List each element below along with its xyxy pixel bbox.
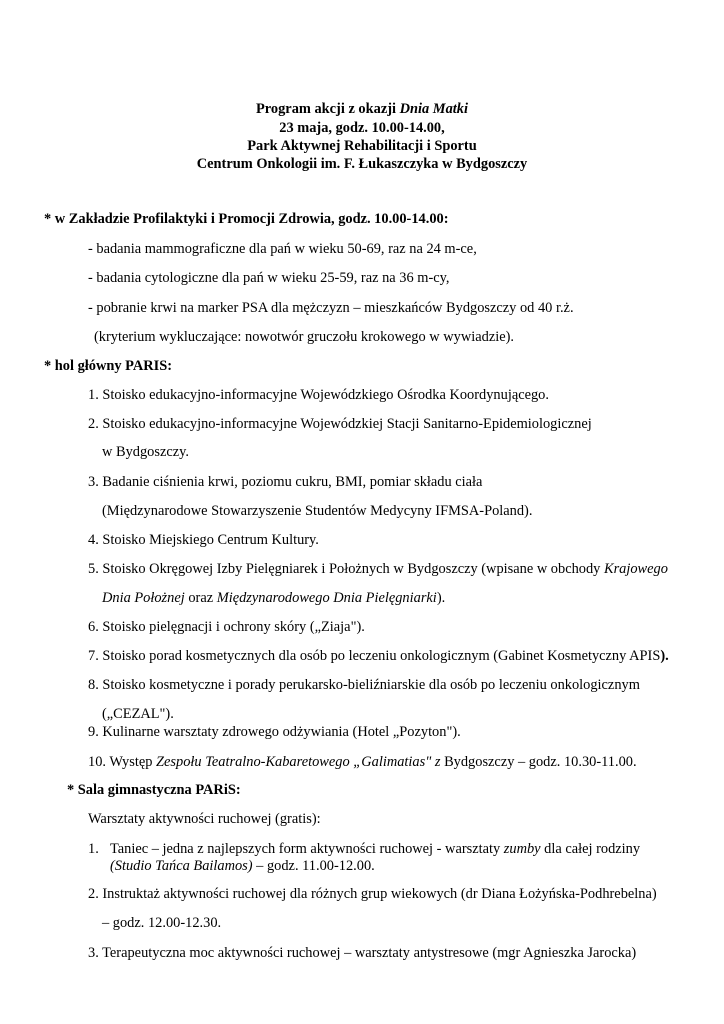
item1-italic: (Studio Tańca Bailamos)	[110, 858, 253, 874]
list-item-cont: („CEZAL").	[102, 706, 174, 722]
item5-italic: Dnia Położnej	[102, 590, 185, 606]
section3-heading: * Sala gimnastyczna PARiS:	[67, 782, 241, 798]
title-italic: Dnia Matki	[399, 101, 468, 117]
item5-text: 5. Stoisko Okręgowej Izby Pielęgniarek i Położnych w Bydgoszczy (wpisane w obchody	[88, 561, 604, 577]
list-item-cont: – godz. 12.00-12.30.	[102, 915, 222, 931]
section1-note: (kryterium wykluczające: nowotwór gruczołu krokowego w wywiadzie).	[94, 329, 514, 345]
list-item-cont: w Bydgoszczy.	[102, 444, 189, 460]
list-item	[88, 753, 637, 771]
list-item: 8. Stoisko kosmetyczne i porady perukarsko-bieliźniarskie dla osób po leczeniu onkologicznym	[88, 677, 640, 693]
section1-item: - badania cytologiczne dla pań w wieku 25-59, raz na 36 m-cy,	[88, 270, 450, 286]
title-line	[0, 100, 724, 118]
center-line: Centrum Onkologii im. F. Łukaszczyka w Bydgoszczy	[196, 156, 528, 172]
list-item	[110, 840, 640, 858]
item5-italic: Międzynarodowego Dnia Pielęgniarki	[216, 590, 437, 606]
item10-text: Bydgoszczy – godz. 10.30-11.00.	[440, 754, 637, 770]
item1-text: dla całej rodziny	[540, 841, 641, 857]
section1-item: - pobranie krwi na marker PSA dla mężczyzn – mieszkańców Bydgoszczy od 40 r.ż.	[88, 300, 574, 316]
date-line: 23 maja, godz. 10.00-14.00,	[279, 120, 445, 136]
list-item: 6. Stoisko pielęgnacji i ochrony skóry („Ziaja").	[88, 619, 365, 635]
item1-italic: zumby	[503, 841, 541, 857]
list-item: 3. Terapeutyczna moc aktywności ruchowej – warsztaty antystresowe (mgr Agnieszka Jarocka)	[88, 945, 637, 961]
item7-text: 7. Stoisko porad kosmetycznych dla osób po leczeniu onkologicznym (Gabinet Kosmetyczny APIS	[88, 648, 661, 664]
list-item: 2. Instruktaż aktywności ruchowej dla różnych grup wiekowych (dr Diana Łożyńska-Podhrebelna)	[88, 886, 657, 902]
item5-text: oraz	[184, 590, 217, 606]
item10-text: 10. Występ	[88, 754, 157, 770]
list-item-cont: (Międzynarodowe Stowarzyszenie Studentów Medycyny IFMSA-Poland).	[102, 503, 533, 519]
list-item-cont	[110, 857, 375, 875]
list-item: 3. Badanie ciśnienia krwi, poziomu cukru, BMI, pomiar składu ciała	[88, 474, 483, 490]
section1-heading: * w Zakładzie Profilaktyki i Promocji Zdrowia, godz. 10.00-14.00:	[44, 211, 449, 227]
list-item: 2. Stoisko edukacyjno-informacyjne Wojewódzkiej Stacji Sanitarno-Epidemiologicznej	[88, 416, 592, 432]
list-item: 4. Stoisko Miejskiego Centrum Kultury.	[88, 532, 319, 548]
list-item: 1. Stoisko edukacyjno-informacyjne Wojewódzkiego Ośrodka Koordynującego.	[88, 387, 549, 403]
item1-text: – godz. 11.00-12.00.	[252, 858, 375, 874]
section3-intro: Warsztaty aktywności ruchowej (gratis):	[88, 811, 321, 827]
item5-italic: Krajowego	[603, 561, 668, 577]
list-item-cont	[102, 589, 445, 607]
park-line: Park Aktywnej Rehabilitacji i Sportu	[247, 138, 477, 154]
item1-text: Taniec – jedna z najlepszych form aktywności ruchowej - warsztaty	[110, 841, 504, 857]
item10-italic: Zespołu Teatralno-Kabaretowego „Galimatias" z	[156, 754, 441, 770]
list-item-number: 1.	[88, 841, 99, 857]
list-item	[88, 647, 669, 665]
item7-bold: ).	[660, 648, 669, 664]
title-prefix: Program akcji z okazji	[256, 101, 400, 117]
list-item: 9. Kulinarne warsztaty zdrowego odżywiania (Hotel „Pozyton").	[88, 724, 461, 740]
list-item	[88, 560, 668, 578]
section2-heading: * hol główny PARIS:	[44, 358, 173, 374]
section1-item: - badania mammograficzne dla pań w wieku 50-69, raz na 24 m-ce,	[88, 241, 477, 257]
item5-text: ).	[436, 590, 446, 606]
